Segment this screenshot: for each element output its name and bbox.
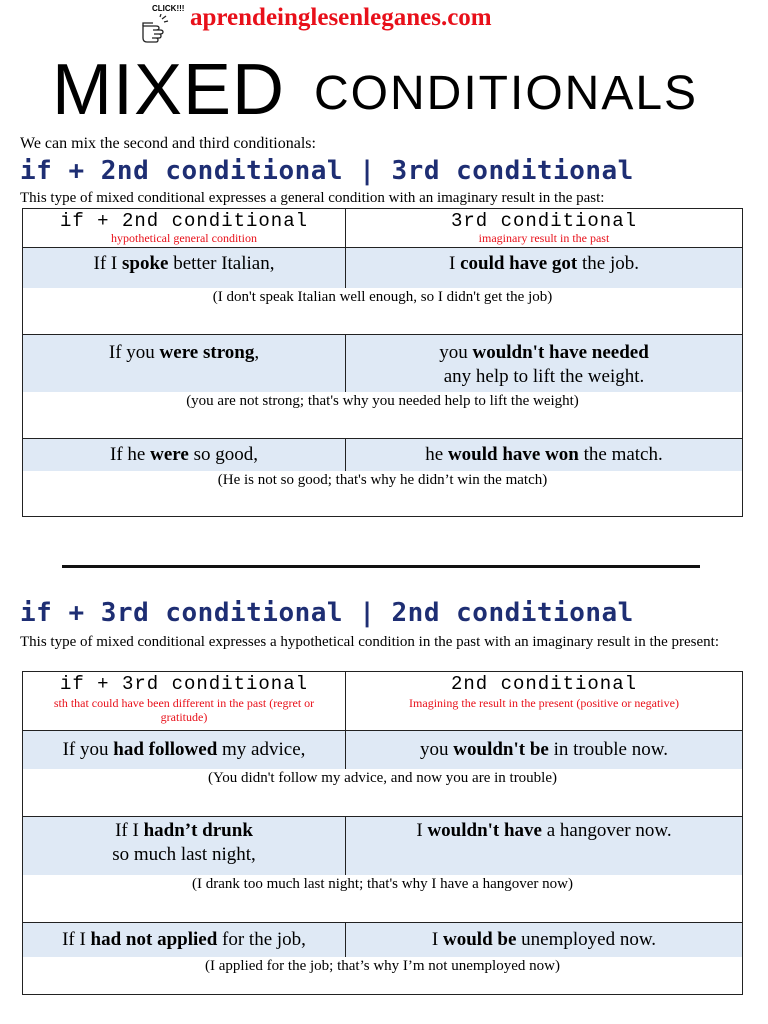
header-cell-right	[346, 209, 743, 248]
result-cell: I wouldn't have a hangover now.	[346, 817, 743, 875]
section-divider	[62, 565, 700, 568]
condition-cell: If I hadn’t drunk so much last night,	[23, 817, 346, 875]
header-cell-left	[23, 672, 346, 731]
table-header-row	[23, 672, 743, 731]
result-cell: you wouldn't be in trouble now.	[346, 731, 743, 769]
explanation-text: (I applied for the job; that’s why I’m not unemployed now)	[205, 957, 560, 974]
column-title: if + 2nd conditional	[59, 210, 309, 232]
table-row	[23, 248, 743, 288]
explanation-row	[23, 471, 743, 517]
explanation-text: (you are not strong; that's why you needed help to lift the weight)	[186, 392, 579, 409]
pointing-hand-icon[interactable]	[140, 14, 170, 44]
table-row	[23, 335, 743, 392]
explanation-row	[23, 769, 743, 817]
section1-description: This type of mixed conditional expresses a general condition with an imaginary result in the past:	[20, 190, 605, 206]
table-row	[23, 731, 743, 769]
column-subtitle: imaginary result in the past	[478, 231, 610, 245]
result-cell: I could have got the job.	[346, 248, 743, 288]
explanation-row	[23, 875, 743, 923]
result-cell: I would be unemployed now.	[346, 923, 743, 957]
result-cell: you wouldn't have needed any help to lift the weight.	[346, 335, 743, 392]
header-cell-right	[346, 672, 743, 731]
section2-table	[22, 671, 743, 995]
result-cell: he would have won the match.	[346, 439, 743, 471]
table-header-row	[23, 209, 743, 248]
condition-cell: If he were so good,	[23, 439, 346, 471]
condition-cell: If I had not applied for the job,	[23, 923, 346, 957]
column-subtitle: hypothetical general condition	[111, 231, 257, 245]
header-cell-left	[23, 209, 346, 248]
click-label: CLICK!!!	[152, 4, 185, 13]
condition-cell: If you had followed my advice,	[23, 731, 346, 769]
site-url-link[interactable]: aprendeinglesenleganes.com	[190, 4, 492, 31]
column-title: 2nd conditional	[450, 673, 638, 695]
explanation-row	[23, 288, 743, 335]
title-conditionals: CONDITIONALS	[314, 67, 699, 120]
explanation-row	[23, 957, 743, 995]
explanation-row	[23, 392, 743, 439]
section2-formula: if + 3rd conditional | 2nd conditional	[20, 598, 634, 628]
column-subtitle: Imagining the result in the present (positive or negative)	[409, 696, 679, 710]
site-header	[140, 2, 600, 46]
table-row	[23, 923, 743, 957]
table-row	[23, 817, 743, 875]
table-row	[23, 439, 743, 471]
condition-cell: If you were strong,	[23, 335, 346, 392]
section1-table	[22, 208, 743, 517]
explanation-text: (He is not so good; that's why he didn’t win the match)	[217, 471, 548, 488]
column-title: if + 3rd conditional	[59, 673, 309, 695]
section2-description: This type of mixed conditional expresses a hypothetical condition in the past with an imaginary result in the present:	[20, 634, 720, 650]
title-mixed: MIXED	[52, 50, 286, 130]
section1-formula: if + 2nd conditional | 3rd conditional	[20, 156, 634, 186]
explanation-text: (I drank too much last night; that's why I have a hangover now)	[192, 875, 573, 892]
column-subtitle: sth that could have been different in the past (regret or gratitude)	[53, 696, 315, 724]
column-title: 3rd conditional	[450, 210, 638, 232]
explanation-text: (I don't speak Italian well enough, so I didn't get the job)	[212, 288, 553, 305]
explanation-text: (You didn't follow my advice, and now you are in trouble)	[207, 769, 558, 786]
condition-cell: If I spoke better Italian,	[23, 248, 346, 288]
intro-text: We can mix the second and third conditionals:	[20, 135, 316, 152]
